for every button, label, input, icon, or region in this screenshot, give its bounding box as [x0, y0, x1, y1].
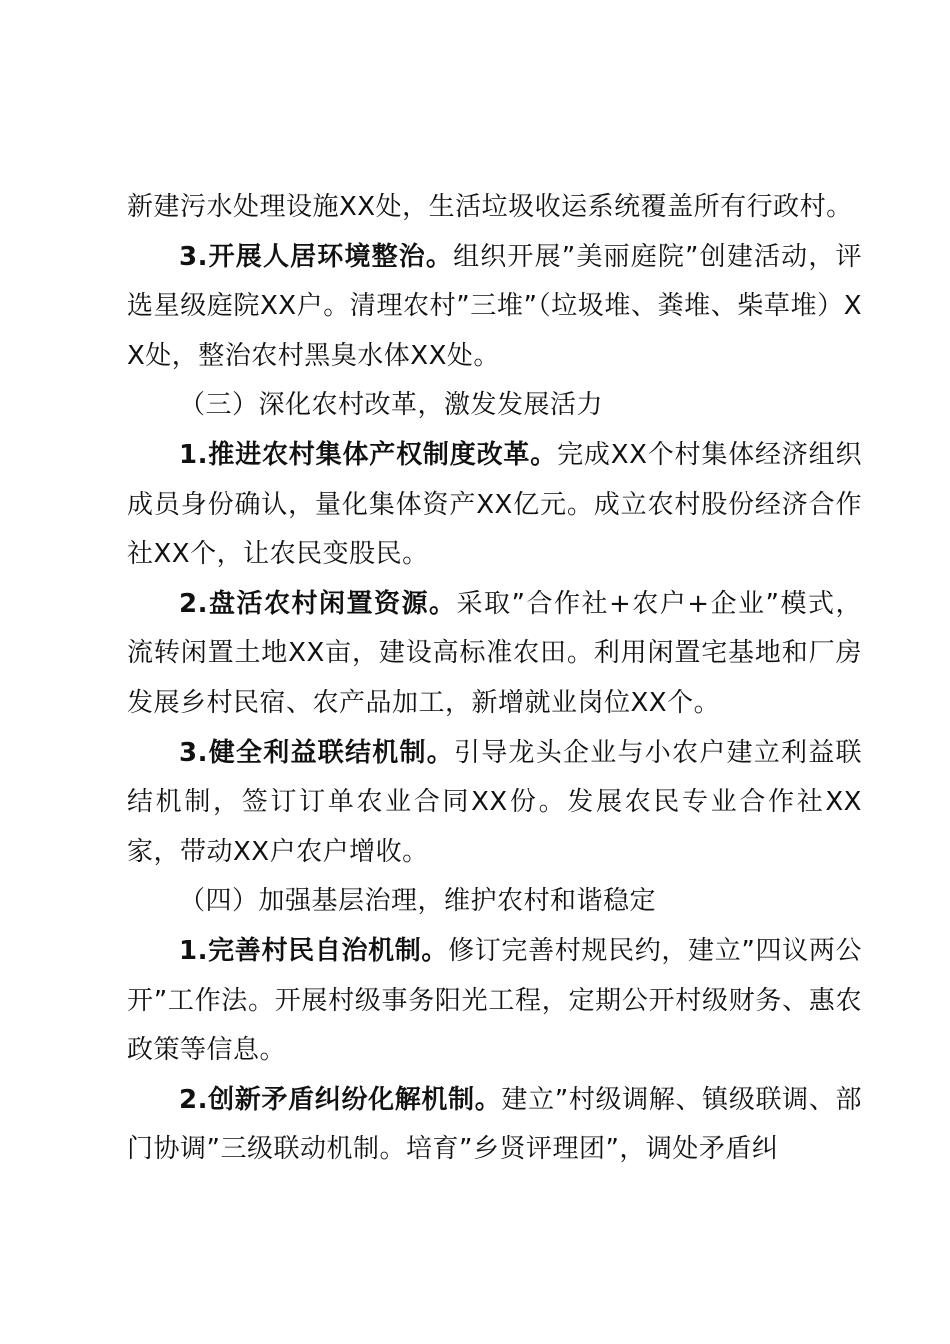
paragraph-lead: 2.创新矛盾纠纷化解机制。: [179, 1084, 502, 1115]
paragraph-text: 建立”村级调解、镇级联调、部门协调”三级联动机制。培育”乡贤评理团”，调处矛盾纠: [127, 1084, 862, 1165]
section-heading-text: （三）深化农村改革，激发发展活力: [179, 390, 604, 421]
paragraph-item-2-dispute-resolution: [127, 1076, 862, 1175]
paragraph-item-3-living-environment: [127, 233, 862, 382]
paragraph-text: 组织开展”美丽庭院”创建活动，评选星级庭院XX户。清理农村”三堆”（垃圾堆、粪堆、柴草堆）XX处，整治农村黑臭水体XX处。: [127, 241, 862, 371]
paragraph-lead: 1.完善村民自治机制。: [179, 935, 449, 966]
document-body: [127, 183, 862, 1175]
paragraph-lead: 1.推进农村集体产权制度改革。: [179, 439, 558, 470]
paragraph-lead: 2.盘活农村闲置资源。: [179, 588, 457, 619]
paragraph-item-1-property-reform: [127, 431, 862, 580]
section-heading-text: （四）加强基层治理，维护农村和谐稳定: [179, 886, 657, 917]
paragraph-text: 采取”合作社+农户+企业”模式，流转闲置土地XX亩，建设高标准农田。利用闲置宅基地和厂房发展乡村民宿、农产品加工，新增就业岗位XX个。: [127, 588, 863, 718]
paragraph-item-1-self-governance: [127, 927, 862, 1076]
paragraph-lead: 3.健全利益联结机制。: [179, 737, 454, 768]
paragraph-item-2-idle-resources: [127, 580, 862, 729]
section-heading-4: [127, 877, 862, 927]
paragraph-continuation: [127, 183, 862, 233]
paragraph-text: 新建污水处理设施XX处，生活垃圾收运系统覆盖所有行政村。: [127, 192, 853, 222]
paragraph-item-3-benefit-linkage: [127, 729, 862, 878]
paragraph-text: 修订完善村规民约，建立”四议两公开”工作法。开展村级事务阳光工程，定期公开村级财务、惠农政策等信息。: [127, 935, 862, 1066]
paragraph-text: 完成XX个村集体经济组织成员身份确认，量化集体资产XX亿元。成立农村股份经济合作社XX个，让农民变股民。: [127, 439, 863, 570]
paragraph-lead: 3.开展人居环境整治。: [179, 241, 454, 272]
section-heading-3: [127, 381, 862, 431]
paragraph-text: 引导龙头企业与小农户建立利益联结机制，签订订单农业合同XX份。发展农民专业合作社XX家，带动XX户农户增收。: [127, 737, 862, 867]
